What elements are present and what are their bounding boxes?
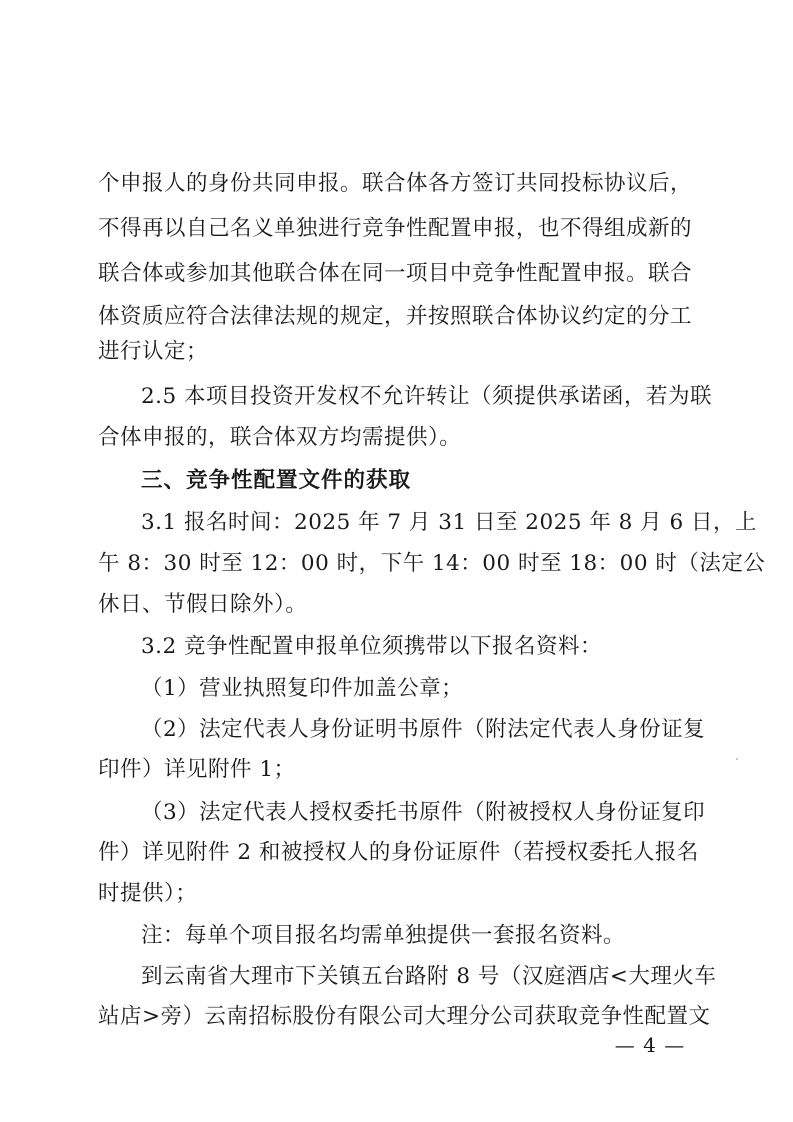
clause-2-5-line: 合体申报的，联合体双方均需提供）。 <box>98 425 462 450</box>
location-line: 站店>旁）云南招标股份有限公司大理分公司获取竞争性配置文 <box>98 1004 711 1029</box>
list-item-3-line: 时提供）； <box>98 881 198 906</box>
body-text-line: 个申报人的身份共同申报。联合体各方签订共同投标协议后， <box>98 171 693 196</box>
body-text-line: 不得再以自己名义单独进行竞争性配置申报，也不得组成新的 <box>98 216 693 241</box>
clause-3-1-line: 休日、节假日除外）。 <box>98 592 308 617</box>
clause-3-1-line: 3.1 报名时间：2025 年 7 月 31 日至 2025 年 8 月 6 日，上 <box>141 510 758 535</box>
clause-3-2-line: 3.2 竞争性配置申报单位须携带以下报名资料： <box>141 634 603 659</box>
list-item-3-line: 件）详见附件 2 和被授权人的身份证原件（若授权委托人报名 <box>98 840 699 865</box>
body-text-line: 进行认定； <box>98 339 209 364</box>
section-heading: 三、竞争性配置文件的获取 <box>141 468 412 493</box>
list-item-3-line: （3）法定代表人授权委托书原件（附被授权人身份证复印 <box>141 800 706 825</box>
body-text-line: 体资质应符合法律法规的规定，并按照联合体协议约定的分工 <box>98 304 693 329</box>
list-item-2-line: （2）法定代表人身份证明书原件（附法定代表人身份证复 <box>141 717 706 742</box>
clause-3-1-line: 午 8：30 时至 12：00 时，下午 14：00 时至 18：00 时（法定公 <box>98 551 766 576</box>
note-line: 注：每单个项目报名均需单独提供一套报名资料。 <box>141 923 626 948</box>
location-line: 到云南省大理市下关镇五台路附 8 号（汉庭酒店<大理火车 <box>141 964 717 989</box>
scan-speck <box>736 758 738 760</box>
page-number: — 4 — <box>614 1033 686 1057</box>
clause-2-5-line: 2.5 本项目投资开发权不允许转让（须提供承诺函，若为联 <box>141 384 713 409</box>
list-item-1: （1）营业执照复印件加盖公章； <box>141 676 464 701</box>
list-item-2-line: 印件）详见附件 1； <box>98 757 296 782</box>
body-text-line: 联合体或参加其他联合体在同一项目中竞争性配置申报。联合 <box>98 261 693 286</box>
